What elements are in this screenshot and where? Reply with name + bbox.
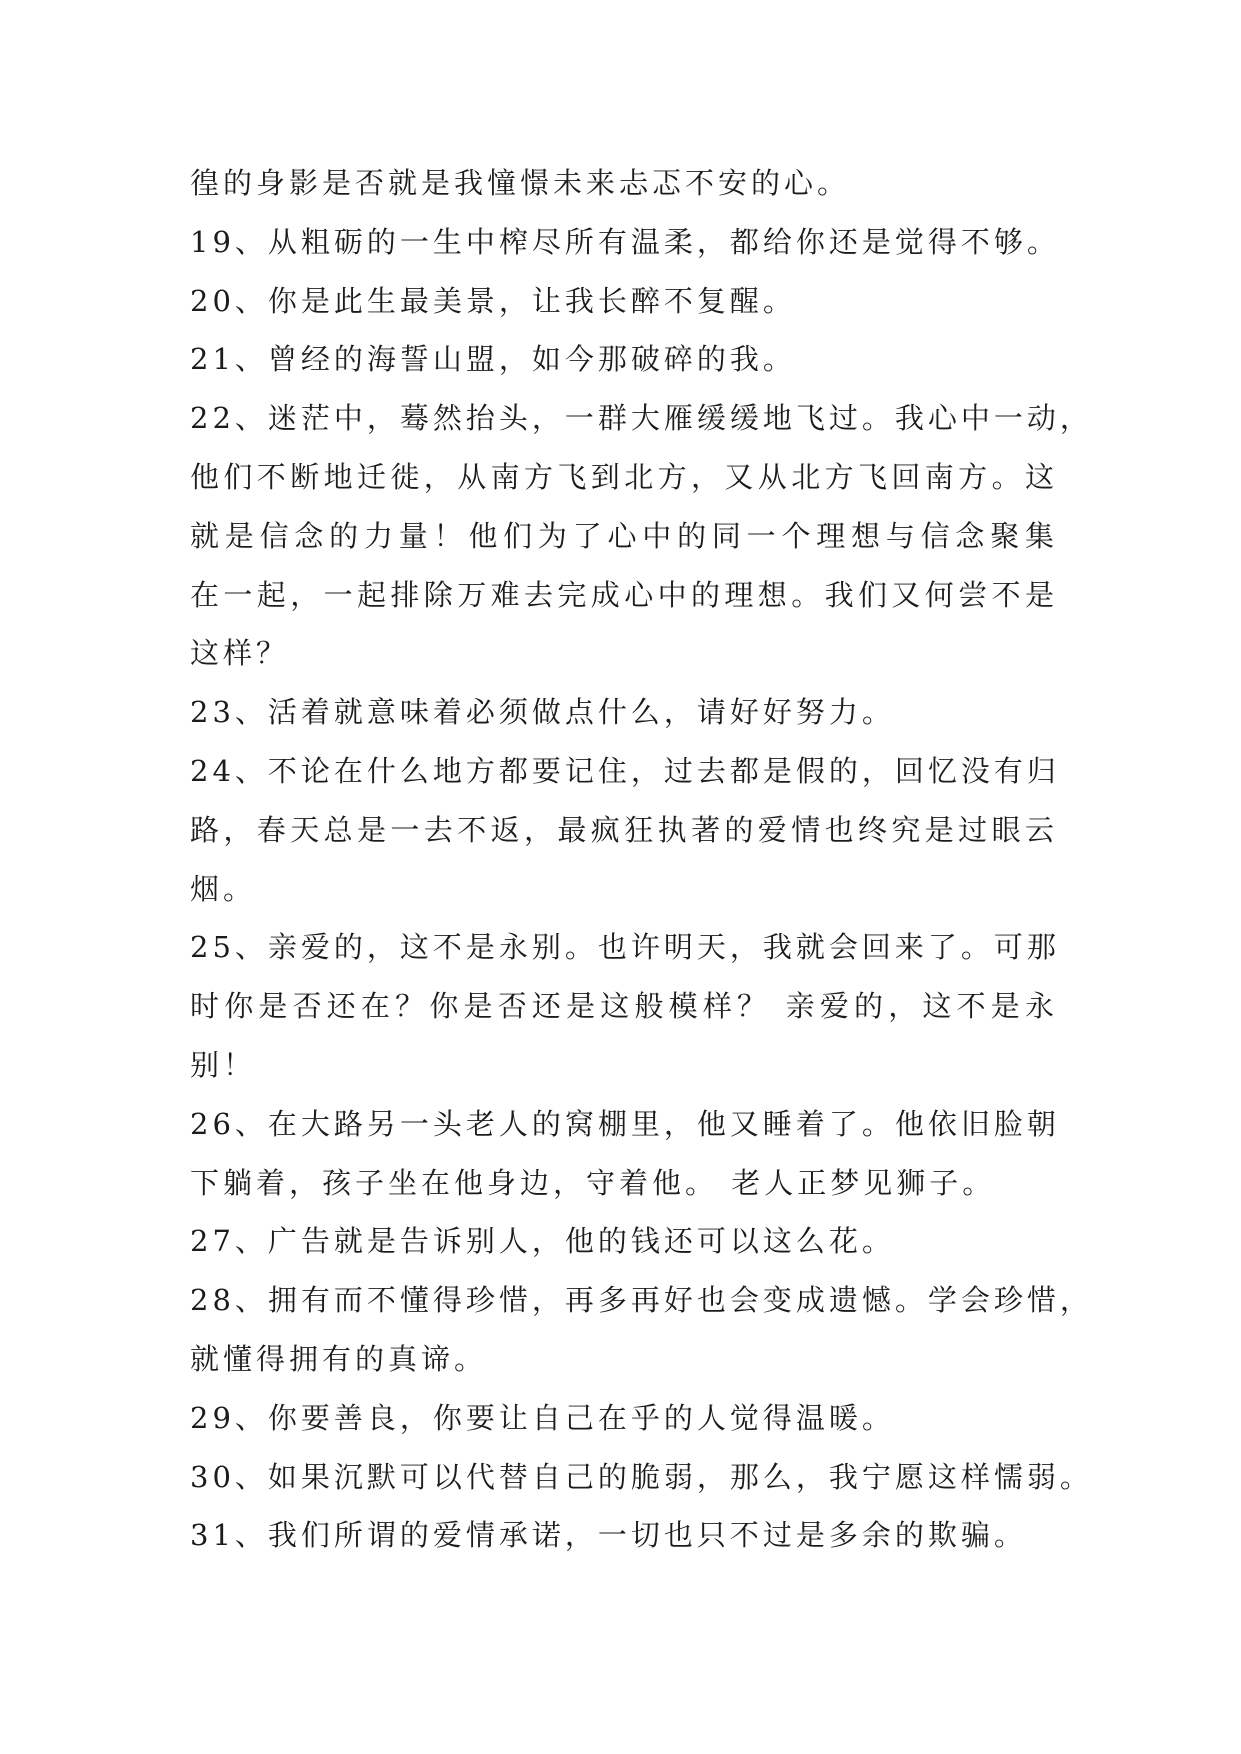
text-line: 25、亲爱的，这不是永别。也许明天，我就会回来了。可那	[190, 930, 1060, 965]
quote-item-31	[190, 1506, 1070, 1565]
quote-item-20	[190, 272, 1070, 331]
quote-item-24	[190, 742, 1070, 918]
quote-item-29	[190, 1389, 1070, 1448]
text-line: 他们不断地迁徙，从南方飞到北方，又从北方飞回南方。这	[190, 459, 1058, 494]
text-line: 21、曾经的海誓山盟，如今那破碎的我。	[190, 342, 796, 377]
text-line: 就是信念的力量！他们为了心中的同一个理想与信念聚集	[190, 518, 1058, 553]
quote-item-22	[190, 389, 1093, 683]
text-line: 下躺着，孩子坐在他身边，守着他。 老人正梦见狮子。	[190, 1165, 996, 1200]
quote-item-19	[190, 213, 1070, 272]
text-line: 28、拥有而不懂得珍惜，再多再好也会变成遗憾。学会珍惜，	[190, 1283, 1093, 1318]
text-line: 26、在大路另一头老人的窝棚里，他又睡着了。他依旧脸朝	[190, 1106, 1060, 1141]
text-line: 这样？	[190, 636, 290, 671]
text-line: 24、不论在什么地方都要记住，过去都是假的，回忆没有归	[190, 753, 1060, 788]
quote-item-26	[190, 1095, 1070, 1213]
quote-item-23	[190, 683, 1070, 742]
quote-item-28	[190, 1271, 1093, 1389]
text-line: 在一起，一起排除万难去完成心中的理想。我们又何尝不是	[190, 577, 1058, 612]
quote-item-27	[190, 1212, 1070, 1271]
text-line: 路，春天总是一去不返，最疯狂执著的爱情也终究是过眼云	[190, 812, 1058, 847]
text-line: 徨的身影是否就是我憧憬未来忐忑不安的心。	[190, 166, 851, 200]
text-line: 27、广告就是告诉别人，他的钱还可以这么花。	[190, 1224, 895, 1259]
text-line: 31、我们所谓的爱情承诺，一切也只不过是多余的欺骗。	[190, 1518, 1027, 1553]
text-line: 20、你是此生最美景，让我长醉不复醒。	[190, 283, 796, 318]
text-line: 19、从粗砺的一生中榨尽所有温柔，都给你还是觉得不够。	[190, 224, 1060, 259]
text-line: 别！	[190, 1047, 257, 1082]
text-line: 时你是否还在？你是否还是这般模样？ 亲爱的，这不是永	[190, 989, 1058, 1024]
quote-item-30	[190, 1448, 1093, 1507]
text-line: 22、迷茫中，蓦然抬头，一群大雁缓缓地飞过。我心中一动，	[190, 401, 1093, 436]
text-line: 23、活着就意味着必须做点什么，请好好努力。	[190, 695, 895, 730]
paragraph-continuation	[190, 154, 1070, 213]
text-line: 29、你要善良，你要让自己在乎的人觉得温暖。	[190, 1400, 895, 1435]
text-line: 30、如果沉默可以代替自己的脆弱，那么，我宁愿这样懦弱。	[190, 1459, 1093, 1494]
quote-item-25	[190, 918, 1070, 1094]
text-line: 烟。	[190, 871, 257, 906]
quote-item-21	[190, 330, 1070, 389]
text-line: 就懂得拥有的真谛。	[190, 1341, 488, 1376]
document-body	[190, 154, 1093, 1565]
